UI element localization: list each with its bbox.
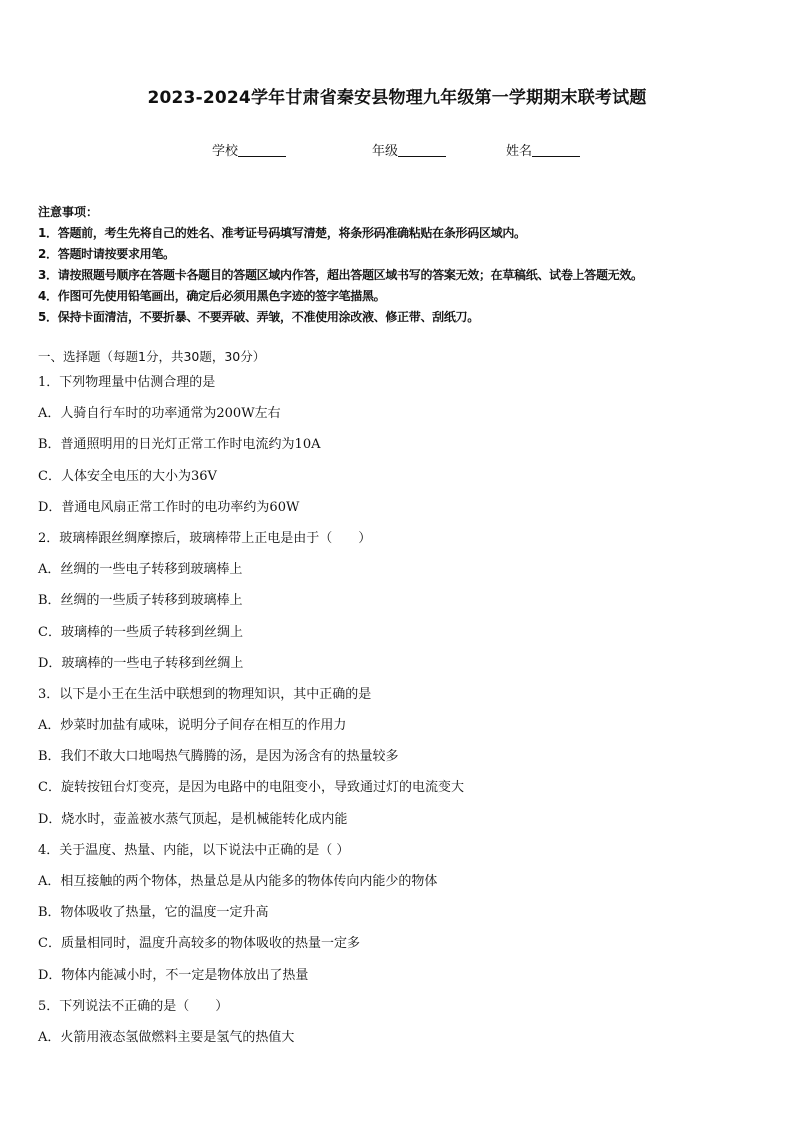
name-field [506,140,580,159]
grade-blank [398,142,446,157]
question-option: B．丝绸的一些质子转移到玻璃棒上 [38,593,243,609]
question-option: C．人体安全电压的大小为36V [38,468,217,484]
question-option: D．烧水时，壶盖被水蒸气顶起，是机械能转化成内能 [38,811,348,827]
question-list [38,373,768,1059]
question-stem: 4．关于温度、热量、内能，以下说法中正确的是（ ） [38,842,350,858]
question-option: D．普通电风扇正常工作时的电功率约为60W [38,499,300,515]
question-option: D．玻璃棒的一些电子转移到丝绸上 [38,655,244,671]
question-option: A．火箭用液态氢做燃料主要是氢气的热值大 [38,1029,295,1045]
notice-heading: 注意事项： [38,205,99,219]
question-stem: 1．下列物理量中估测合理的是 [38,375,216,390]
name-label: 姓名 [506,144,533,159]
notice-item: 3．请按照题号顺序在答题卡各题目的答题区域内作答，超出答题区域书写的答案无效；在草稿纸、试卷上答题无效。 [38,268,643,282]
question-option: C．质量相同时，温度升高较多的物体吸收的热量一定多 [38,936,360,952]
grade-label: 年级 [372,144,399,159]
section-title: 一、选择题（每题1分，共30题，30分） [38,349,266,364]
notice-item: 4．作图可先使用铅笔画出，确定后必须用黑色字迹的签字笔描黑。 [38,289,386,303]
exam-title: 2023-2024学年甘肃省秦安县物理九年级第一学期期末联考试题 [147,88,647,108]
notice-block [38,202,768,328]
school-field [212,140,286,159]
notice-item: 1．答题前，考生先将自己的姓名、准考证号码填写清楚，将条形码准确粘贴在条形码区域内。 [38,226,526,240]
question-stem: 2．玻璃棒跟丝绸摩擦后，玻璃棒带上正电是由于（ ） [38,530,372,546]
question-option: B．物体吸收了热量，它的温度一定升高 [38,905,269,921]
question-stem: 5．下列说法不正确的是（ ） [38,998,229,1014]
question-option: A．相互接触的两个物体，热量总是从内能多的物体传向内能少的物体 [38,874,438,889]
question-option: D．物体内能减小时，不一定是物体放出了热量 [38,967,309,983]
school-label: 学校 [212,144,239,159]
notice-item: 2．答题时请按要求用笔。 [38,247,175,261]
student-info-row [0,140,794,160]
school-blank [238,142,286,157]
question-stem: 3．以下是小王在生活中联想到的物理知识，其中正确的是 [38,686,372,702]
question-option: C．旋转按钮台灯变亮，是因为电路中的电阻变小，导致通过灯的电流变大 [38,780,464,796]
question-option: A．人骑自行车时的功率通常为200W左右 [38,406,281,422]
grade-field [372,140,446,159]
question-option: B．普通照明用的日光灯正常工作时电流约为10A [38,437,321,453]
name-blank [532,142,580,157]
question-option: C．玻璃棒的一些质子转移到丝绸上 [38,624,243,640]
question-option: A．炒菜时加盐有咸味，说明分子间存在相互的作用力 [38,718,347,734]
question-option: B．我们不敢大口地喝热气腾腾的汤，是因为汤含有的热量较多 [38,749,399,765]
notice-item: 5．保持卡面清洁，不要折暴、不要弄破、弄皱，不准使用涂改液、修正带、刮纸刀。 [38,310,479,324]
question-option: A．丝绸的一些电子转移到玻璃棒上 [38,562,243,578]
